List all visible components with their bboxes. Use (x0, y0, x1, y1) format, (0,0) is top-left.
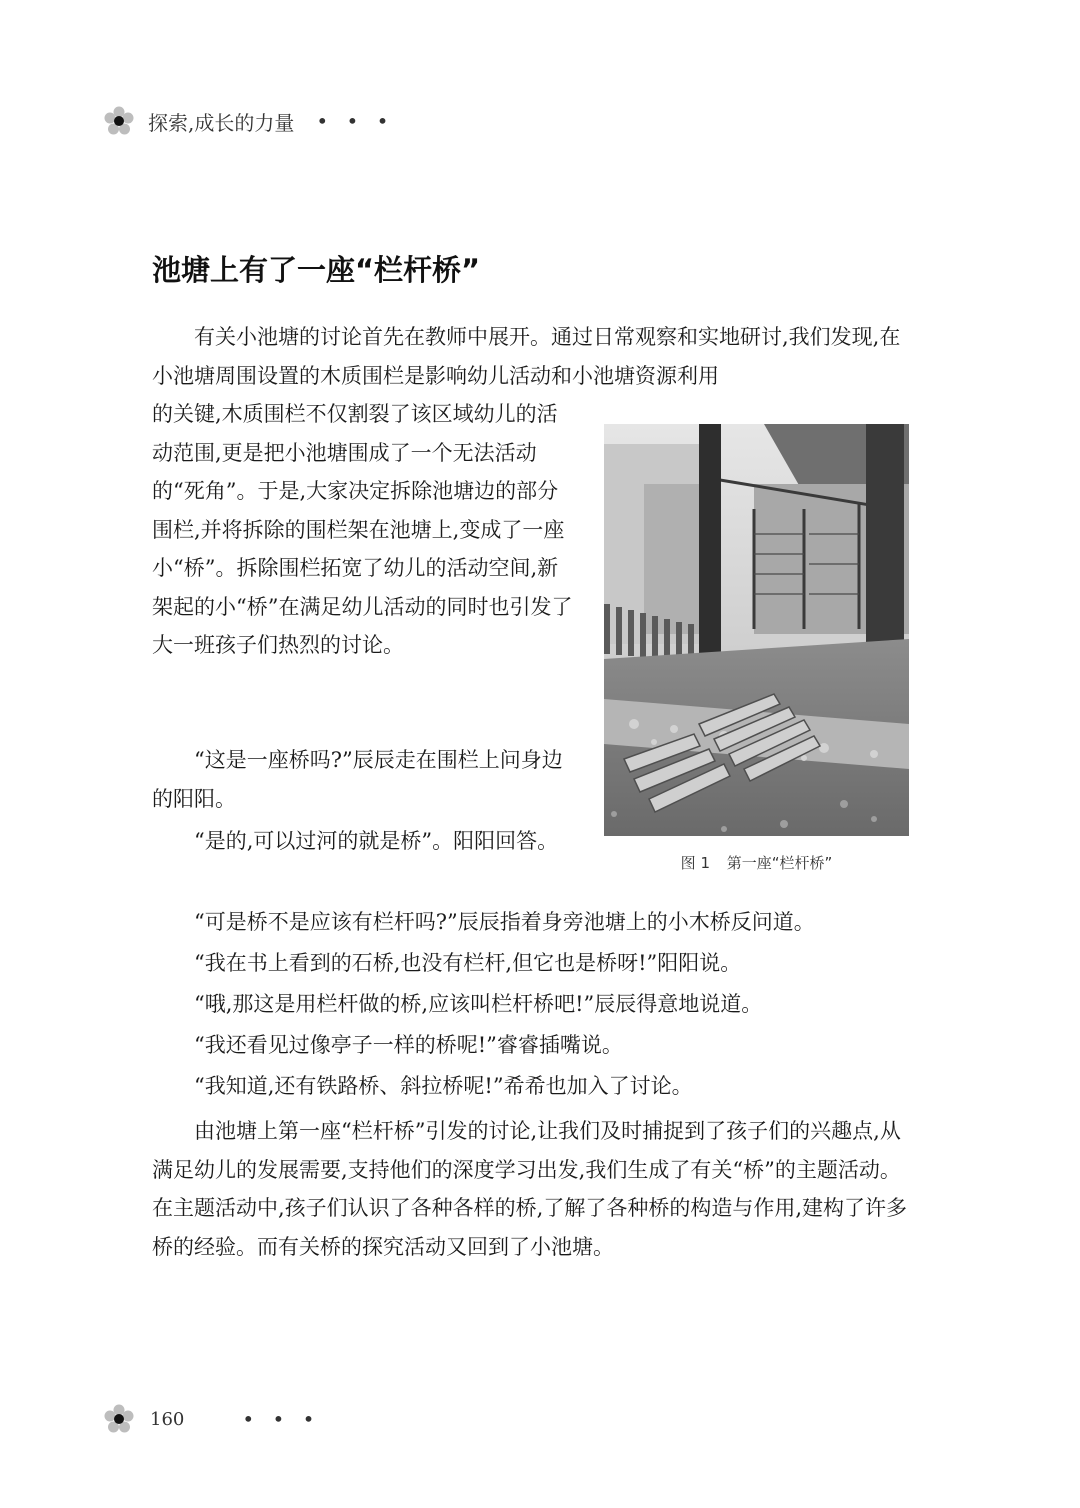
dialogue-line-3: “可是桥不是应该有栏杆吗?”辰辰指着身旁池塘上的小木桥反问道。 (194, 910, 815, 934)
dialogue-line-2: “是的,可以过河的就是桥”。阳阳回答。 (194, 829, 559, 853)
figure-caption-text: 第一座“栏杆桥” (726, 854, 833, 872)
page-footer (104, 1404, 320, 1434)
flower-icon (104, 106, 134, 136)
intro-paragraph: 有关小池塘的讨论首先在教师中展开。通过日常观察和实地研讨,我们发现,在小池塘周围设置的木质围栏是影响幼儿活动和小池塘资源利用 (152, 325, 901, 388)
dialogue-line-5: “哦,那这是用栏杆做的桥,应该叫栏杆桥吧!”辰辰得意地说道。 (194, 992, 763, 1016)
page-number: 160 (150, 1408, 185, 1430)
figure-caption (604, 852, 909, 873)
bridge-photo-illustration (604, 424, 909, 836)
header-dots: • • • (316, 109, 395, 133)
dialogue-line-7: “我知道,还有铁路桥、斜拉桥呢!”希希也加入了讨论。 (194, 1074, 693, 1098)
figure-label: 图 1 (680, 854, 710, 872)
dialogue-line-1: “这是一座桥吗?”辰辰走在围栏上问身边的阳阳。 (152, 748, 563, 811)
dialogue-line-4: “我在书上看到的石桥,也没有栏杆,但它也是桥呀!”阳阳说。 (194, 951, 742, 975)
footer-dots: • • • (242, 1407, 321, 1431)
dialogue-line-6: “我还看见过像亭子一样的桥呢!”睿睿插嘴说。 (194, 1033, 623, 1057)
running-header (104, 106, 394, 136)
flower-icon (104, 1404, 134, 1434)
article-title: 池塘上有了一座“栏杆桥” (152, 253, 481, 287)
running-title: 探索,成长的力量 (148, 110, 295, 135)
intro-continuation: 的关键,木质围栏不仅割裂了该区域幼儿的活动范围,更是把小池塘围成了一个无法活动的“死角”。于是,大家决定拆除池塘边的部分围栏,并将拆除的围栏架在池塘上,变成了一座小“桥”。拆除围栏拓宽了幼儿的活动空间,新架起的小“桥”在满足幼儿活动的同时也引发了大一班孩子们热烈的讨论。 (152, 402, 573, 657)
figure-photo (604, 424, 909, 836)
closing-paragraph: 由池塘上第一座“栏杆桥”引发的讨论,让我们及时捕捉到了孩子们的兴趣点,从满足幼儿的发展需要,支持他们的深度学习出发,我们生成了有关“桥”的主题活动。在主题活动中,孩子们认识了各种各样的桥,了解了各种桥的构造与作用,建构了许多桥的经验。而有关桥的探究活动又回到了小池塘。 (152, 1119, 908, 1259)
